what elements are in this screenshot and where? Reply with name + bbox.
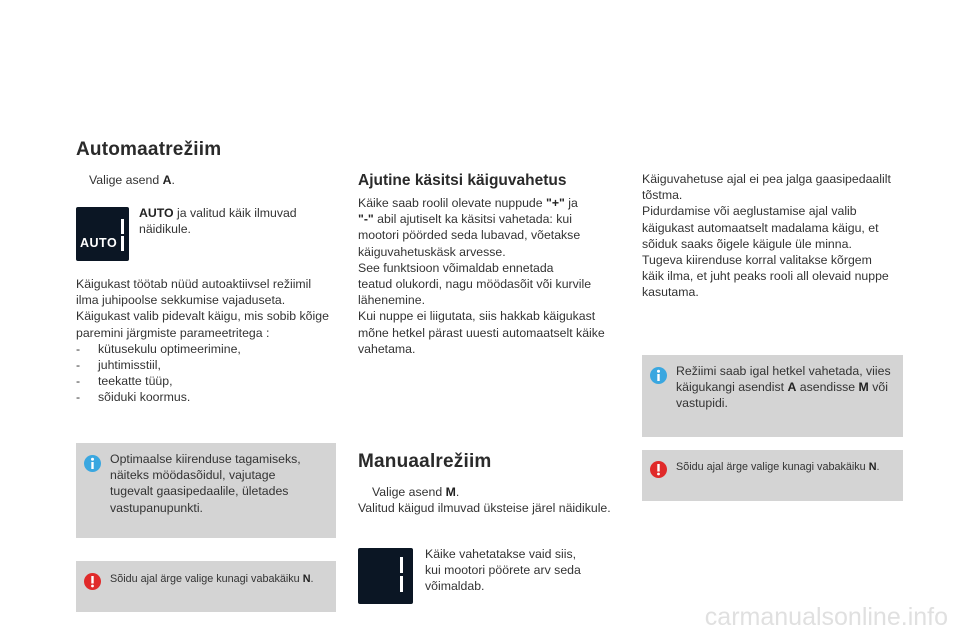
info-text: Optimaalse kiirenduse tagamiseks, näiteks möödasõidul, vajutage tugevalt gaasipedaalile, ületades vastupanupunkti.: [110, 452, 301, 515]
title-automatic-mode: Automaatrežiim: [76, 139, 222, 160]
auto-display-image: [76, 207, 129, 261]
step-select-m: Valige asend M.: [372, 485, 460, 499]
temporary-manual-paragraph: Käike saab roolil olevate nuppude "+" ja "-" abil ajutiselt ka käsitsi vahetada: kui mootori pöörded seda lubavad, võetakse käiguvahetuskäsk arvesse. See funktsioon võimaldab ennetada teatud olukordi, nagu möödasõit või kurvile lähenemine. Kui nuppe ei liigutata, siis hakkab käigukast mõne hetkel pärast uuesti automaatselt käike vahetama.: [358, 196, 605, 356]
watermark-text: carmanualsonline.info: [704, 603, 948, 631]
manual-step-note: Valitud käigud ilmuvad üksteise järel näidikule.: [358, 501, 611, 515]
gear-segment-top: [400, 557, 403, 573]
gear-segment-top: [121, 219, 124, 234]
list-item: - juhtimisstiil,: [76, 358, 161, 373]
step-select-a: Valige asend A.: [89, 173, 175, 187]
warning-text: Sõidu ajal ärge valige kunagi vabakäiku N.: [110, 573, 314, 585]
title-temporary-manual: Ajutine käsitsi käiguvahetus: [358, 172, 567, 189]
list-item: - sõiduki koormus.: [76, 390, 191, 405]
warning-icon: [650, 461, 667, 478]
gear-segment-bottom: [400, 576, 403, 592]
list-item: - kütusekulu optimeerimine,: [76, 341, 241, 356]
auto-display-label: AUTO: [80, 236, 118, 250]
manual-description: Käike vahetatakse vaid siis, kui mootori pöörete arv seda võimaldab.: [425, 547, 581, 594]
auto-description: AUTO ja valitud käik ilmuvad näidikule.: [139, 206, 297, 237]
title-manual-mode: Manuaalrežiim: [358, 451, 492, 472]
warning-box-neutral: [76, 561, 336, 612]
info-icon: [84, 455, 101, 472]
shift-behaviour-paragraph: Käiguvahetuse ajal ei pea jalga gaasipedaalilt tõstma. Pidurdamise või aeglustamise ajal valib käigukast automaatselt madalama käigu, et sõiduk saaks õigele käigule üle minna. Tugeva kiirenduse korral valitakse kõrgem käik ilma, et juht peaks rooli all olevaid nuppe kasutama.: [642, 172, 891, 300]
gear-segment-bottom: [121, 236, 124, 251]
info-icon: [650, 367, 667, 384]
warning-text: Sõidu ajal ärge valige kunagi vabakäiku N.: [676, 461, 880, 473]
auto-paragraph: Käigukast töötab nüüd autoaktiivsel režiimil ilma juhipoolse sekkumise vajaduseta. Käigukast valib pidevalt käigu, mis sobib kõige paremini järgmiste parameetritega : - kütusekulu optimeerimine, - juhtimisstiil, - teekatte tüüp, - sõiduki koormus.: [76, 277, 329, 405]
info-box-mode-switch: [642, 355, 903, 437]
warning-box-neutral: [642, 450, 903, 501]
list-item: - teekatte tüüp,: [76, 374, 173, 389]
info-text: Režiimi saab igal hetkel vahetada, viies käigukangi asendist A asendisse M või vastupidi.: [676, 364, 891, 411]
info-box-acceleration: [76, 443, 336, 538]
warning-icon: [84, 573, 101, 590]
manual-display-image: [358, 548, 413, 604]
